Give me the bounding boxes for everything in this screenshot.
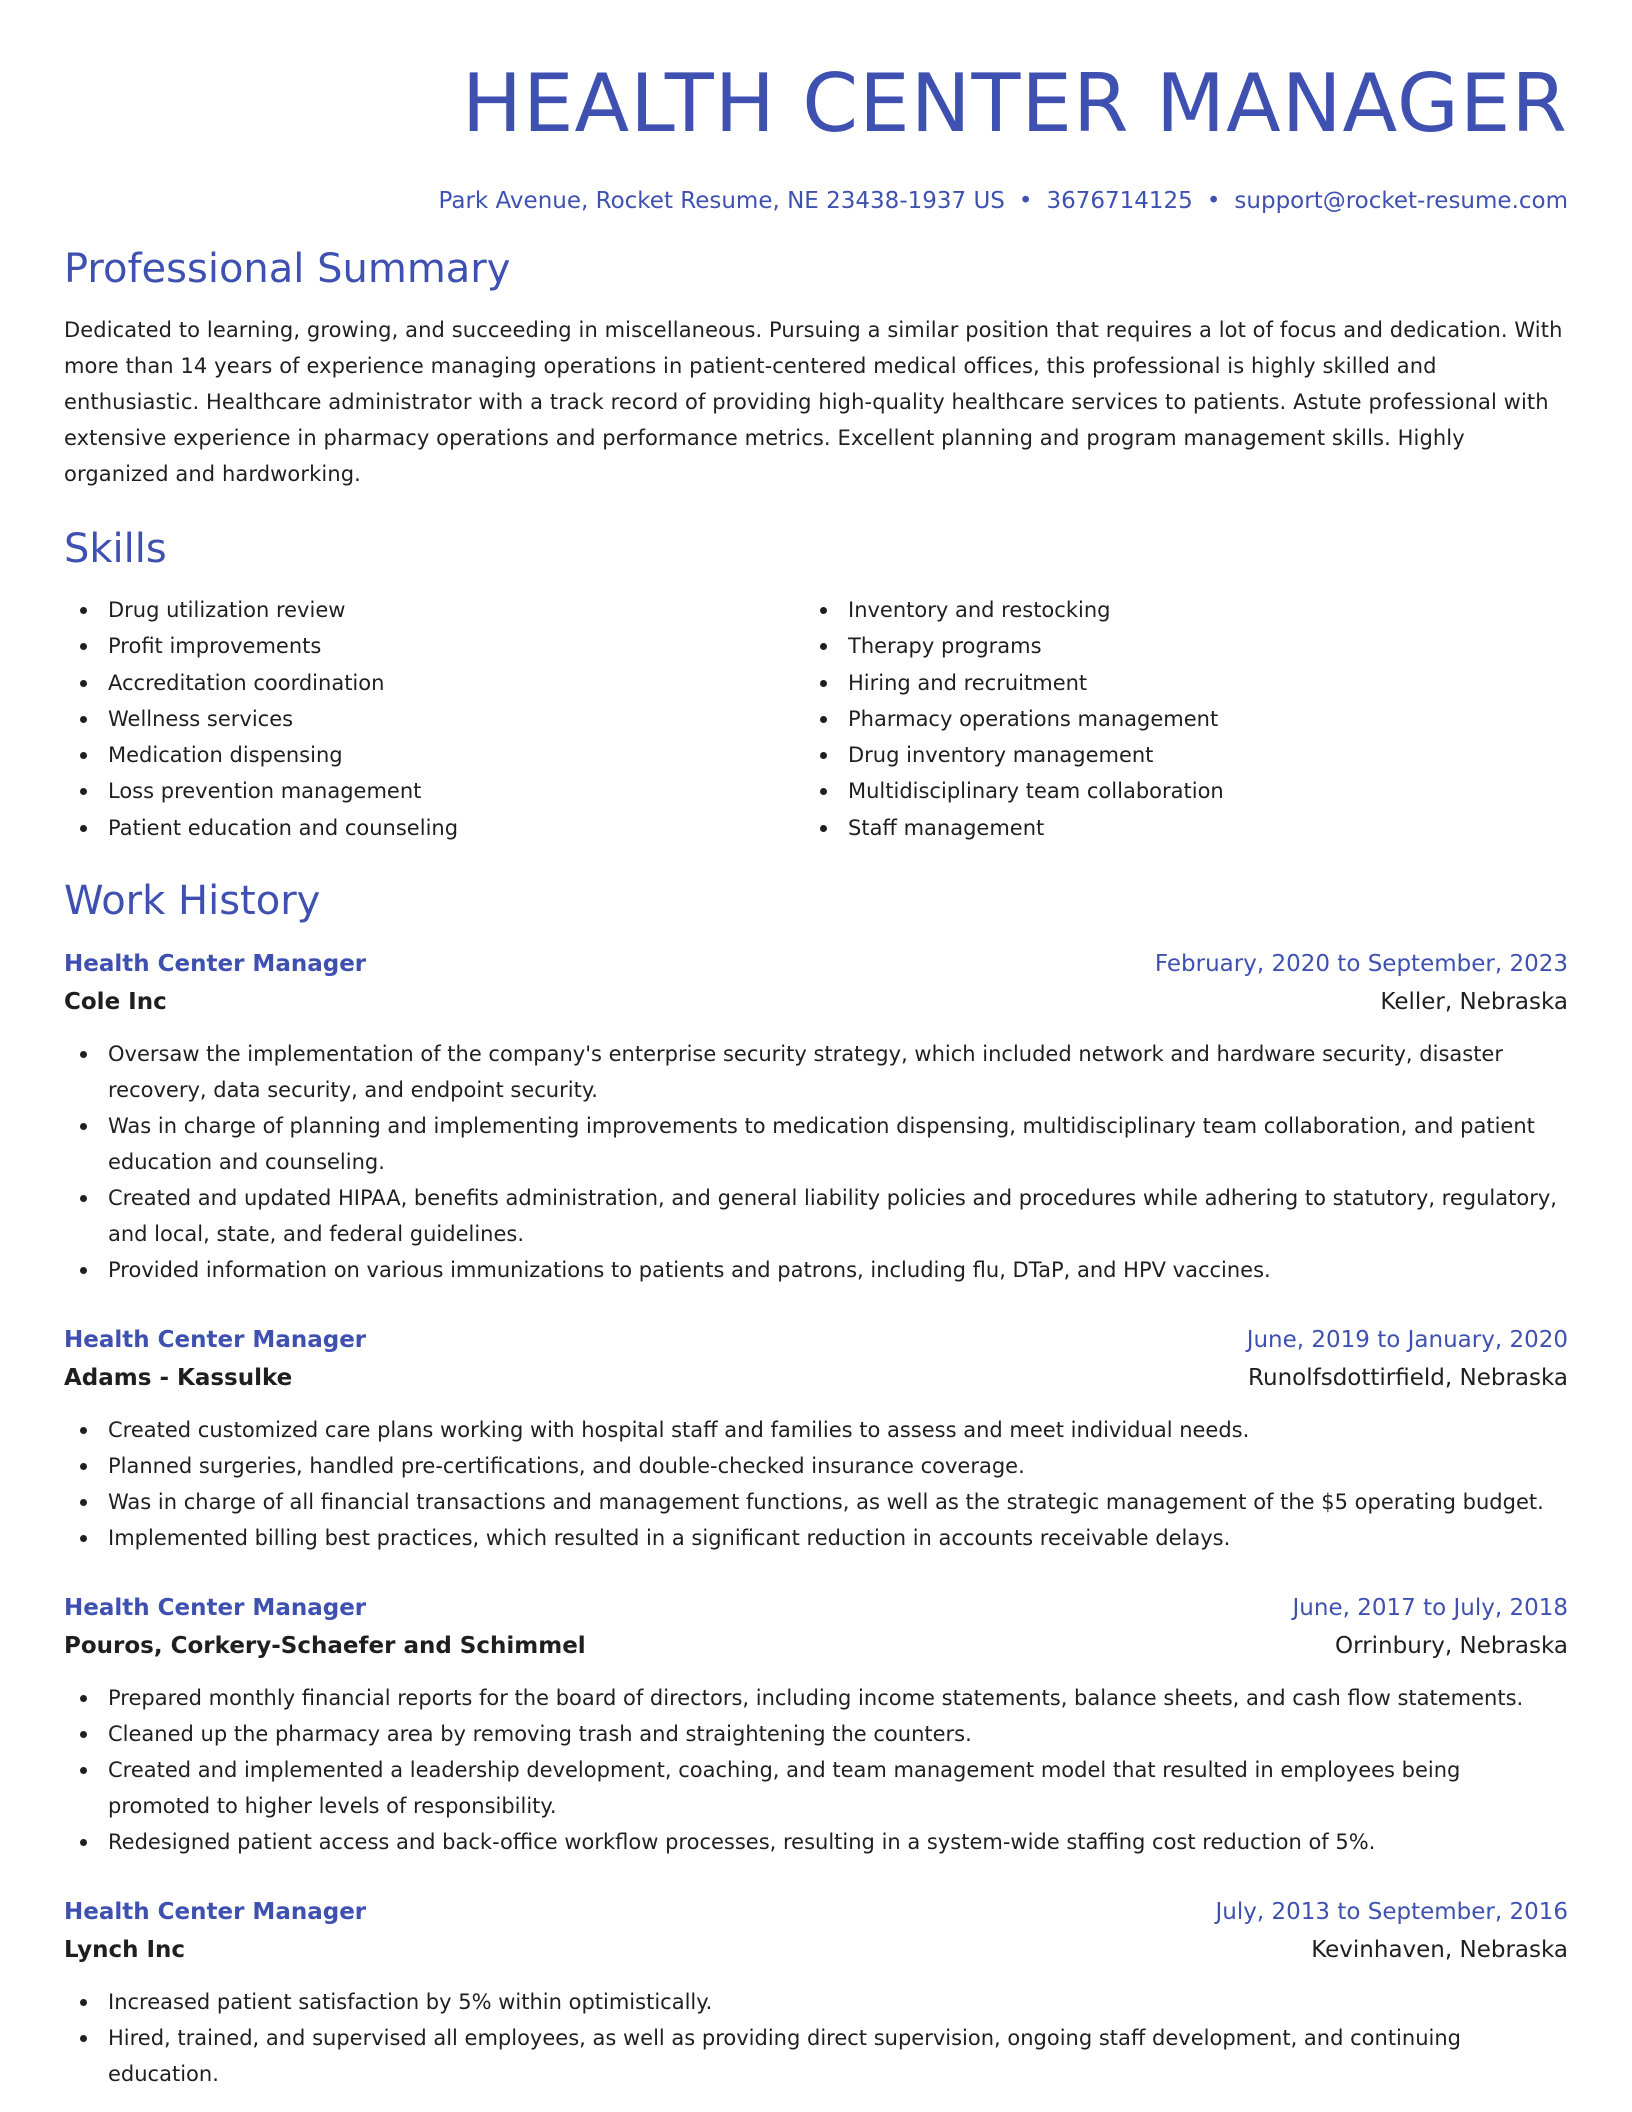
job-bullets [64,1680,1568,1860]
job-dates: June, 2017 to July, 2018 [1292,1595,1568,1622]
skills-column-right [804,592,1544,846]
skill-item: Accreditation coordination [64,665,804,701]
job-bullet: Created and implemented a leadership development, coaching, and team management model that resulted in employees being promoted to higher levels of responsibility. [64,1752,1568,1824]
contact-line [64,186,1568,216]
job-company-row [64,1626,1568,1666]
skill-item: Drug utilization review [64,592,804,628]
job-bullet: Was in charge of all financial transactions and management functions, as well as the strategic management of the $5 operating budget. [64,1484,1568,1520]
job-bullet: Implemented billing best practices, which resulted in a significant reduction in accounts receivable delays. [64,1520,1568,1556]
skills-column-left [64,592,804,846]
job-title: Health Center Manager [64,1595,367,1622]
job-header-row [64,1322,1568,1358]
job-entry [64,1590,1568,1860]
job-entry [64,1894,1568,2092]
job-location: Orrinbury, Nebraska [1335,1633,1568,1660]
job-bullets [64,1984,1568,2092]
section-title-summary: Professional Summary [64,246,511,292]
job-bullets [64,1412,1568,1556]
skill-item: Patient education and counseling [64,810,804,846]
job-entry [64,946,1568,1288]
job-header-row [64,946,1568,982]
skill-item: Hiring and recruitment [804,665,1544,701]
skill-item: Therapy programs [804,628,1544,664]
job-company: Cole Inc [64,989,167,1016]
job-company: Adams - Kassulke [64,1365,293,1392]
job-bullets [64,1036,1568,1288]
job-bullet: Oversaw the implementation of the company's enterprise security strategy, which included network and hardware security, disaster recovery, data security, and endpoint security. [64,1036,1568,1108]
summary-text: Dedicated to learning, growing, and succeeding in miscellaneous. Pursuing a similar position that requires a lot of focus and dedication. With more than 14 years of experience managing operations in patient-centered medical offices, this professional is highly skilled and enthusiastic. Healthcare administrator with a track record of providing high-quality healthcare services to patients. Astute professional with extensive experience in pharmacy operations and performance metrics. Excellent planning and program management skills. Highly organized and hardworking. [64,318,1563,486]
resume-page [64,56,1568,2092]
skill-item: Medication dispensing [64,737,804,773]
job-bullet: Created and updated HIPAA, benefits administration, and general liability policies and procedures while adhering to statutory, regulatory, and local, state, and federal guidelines. [64,1180,1568,1252]
job-entry [64,1322,1568,1556]
job-company: Lynch Inc [64,1937,186,1964]
job-bullet: Cleaned up the pharmacy area by removing trash and straightening the counters. [64,1716,1568,1752]
skill-item: Profit improvements [64,628,804,664]
job-title: Health Center Manager [64,951,367,978]
job-bullet: Hired, trained, and supervised all employees, as well as providing direct supervision, ongoing staff development, and continuing education. [64,2020,1568,2092]
job-bullet: Increased patient satisfaction by 5% within optimistically. [64,1984,1568,2020]
section-title-work-history: Work History [64,878,321,925]
job-company: Pouros, Corkery-Schaefer and Schimmel [64,1633,586,1660]
section-title-skills: Skills [64,526,167,572]
job-bullet: Was in charge of planning and implementing improvements to medication dispensing, multidisciplinary team collaboration, and patient education and counseling. [64,1108,1568,1180]
skill-item: Pharmacy operations management [804,701,1544,737]
skill-item: Multidisciplinary team collaboration [804,773,1544,809]
contact-address: Park Avenue, Rocket Resume, NE 23438-1937 US [438,188,1005,214]
skill-item: Loss prevention management [64,773,804,809]
job-location: Runolfsdottirfield, Nebraska [1248,1365,1568,1392]
skill-item: Wellness services [64,701,804,737]
contact-email: support@rocket-resume.com [1234,188,1568,214]
job-title: Health Center Manager [64,1899,367,1926]
professional-summary-section [64,244,1568,492]
job-bullet: Created customized care plans working with hospital staff and families to assess and meet individual needs. [64,1412,1568,1448]
job-company-row [64,1930,1568,1970]
job-bullet: Redesigned patient access and back-office workflow processes, resulting in a system-wide staffing cost reduction of 5%. [64,1824,1568,1860]
job-company-row [64,1358,1568,1398]
skill-item: Inventory and restocking [804,592,1544,628]
job-location: Kevinhaven, Nebraska [1311,1937,1568,1964]
contact-phone: 3676714125 [1046,188,1193,214]
job-bullet: Planned surgeries, handled pre-certifications, and double-checked insurance coverage. [64,1448,1568,1484]
job-header-row [64,1894,1568,1930]
work-history-section [64,876,1568,2092]
job-company-row [64,982,1568,1022]
job-bullet: Provided information on various immunizations to patients and patrons, including flu, DTaP, and HPV vaccines. [64,1252,1568,1288]
job-location: Keller, Nebraska [1380,989,1568,1016]
contact-separator: • [1206,188,1221,214]
skills-section [64,524,1568,846]
job-dates: February, 2020 to September, 2023 [1154,951,1568,978]
skills-grid [64,592,1568,846]
resume-name: HEALTH CENTER MANAGER [461,57,1568,150]
job-title: Health Center Manager [64,1327,367,1354]
skill-item: Staff management [804,810,1544,846]
job-header-row [64,1590,1568,1626]
contact-separator: • [1018,188,1033,214]
job-dates: June, 2019 to January, 2020 [1246,1327,1568,1354]
job-bullet: Prepared monthly financial reports for the board of directors, including income statements, balance sheets, and cash flow statements. [64,1680,1568,1716]
job-dates: July, 2013 to September, 2016 [1215,1899,1568,1926]
skill-item: Drug inventory management [804,737,1544,773]
